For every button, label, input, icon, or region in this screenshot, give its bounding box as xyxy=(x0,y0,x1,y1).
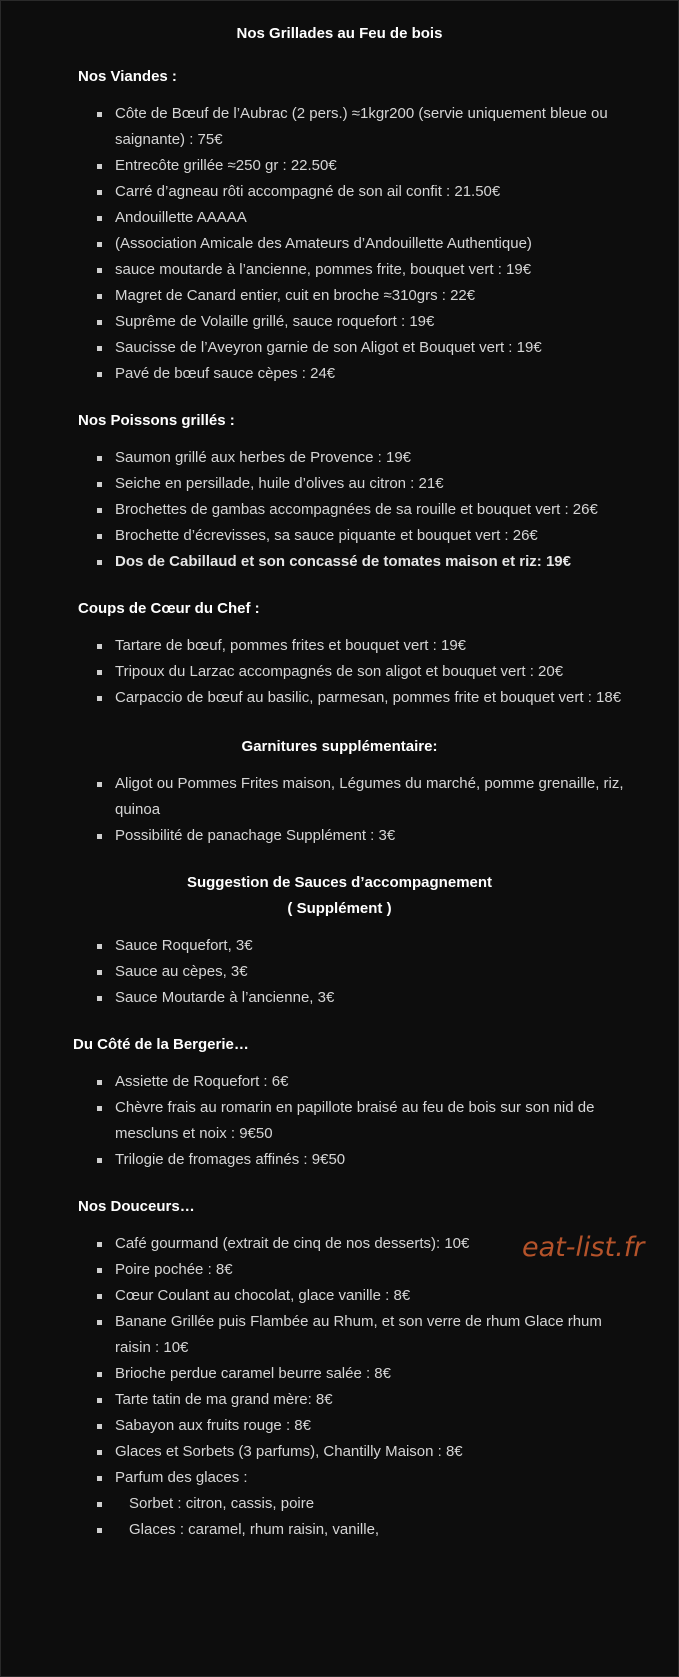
section-heading-bergerie: Du Côté de la Bergerie… xyxy=(73,1036,249,1053)
list-garnitures xyxy=(1,771,678,849)
list-item: Saumon grillé aux herbes de Provence : 19€ xyxy=(115,445,628,471)
list-item: Saucisse de l’Aveyron garnie de son Aligot et Bouquet vert : 19€ xyxy=(115,335,628,361)
list-item: Tripoux du Larzac accompagnés de son aligot et bouquet vert : 20€ xyxy=(115,659,628,685)
list-item: Tarte tatin de ma grand mère: 8€ xyxy=(115,1387,628,1413)
list-bergerie xyxy=(1,1069,678,1173)
list-item: Parfum des glaces : xyxy=(115,1465,628,1491)
section-heading-coups-de-coeur: Coups de Cœur du Chef : xyxy=(78,600,260,617)
list-item: Carpaccio de bœuf au basilic, parmesan, pommes frite et bouquet vert : 18€ xyxy=(115,685,628,711)
section-subheading-sauces: ( Supplément ) xyxy=(287,900,392,917)
list-item: Magret de Canard entier, cuit en broche ≈310grs : 22€ xyxy=(115,283,628,309)
list-douceurs xyxy=(1,1231,678,1543)
list-item: (Association Amicale des Amateurs d’Andouillette Authentique) xyxy=(115,231,628,257)
section-heading-viandes: Nos Viandes : xyxy=(78,68,177,85)
list-viandes xyxy=(1,101,678,387)
list-item: Café gourmand (extrait de cinq de nos desserts): 10€ xyxy=(115,1231,628,1257)
list-item: Trilogie de fromages affinés : 9€50 xyxy=(115,1147,628,1173)
list-item: Tartare de bœuf, pommes frites et bouquet vert : 19€ xyxy=(115,633,628,659)
list-item: sauce moutarde à l’ancienne, pommes frite, bouquet vert : 19€ xyxy=(115,257,628,283)
list-item: Pavé de bœuf sauce cèpes : 24€ xyxy=(115,361,628,387)
list-item: Sabayon aux fruits rouge : 8€ xyxy=(115,1413,628,1439)
list-sauces xyxy=(1,933,678,1011)
list-item: Cœur Coulant au chocolat, glace vanille : 8€ xyxy=(115,1283,628,1309)
section-heading-poissons: Nos Poissons grillés : xyxy=(78,412,235,429)
list-poissons xyxy=(1,445,678,575)
page-title: Nos Grillades au Feu de bois xyxy=(236,25,443,42)
list-item: Andouillette AAAAA xyxy=(115,205,628,231)
list-item: Sauce Roquefort, 3€ xyxy=(115,933,628,959)
list-item: Carré d’agneau rôti accompagné de son ail confit : 21.50€ xyxy=(115,179,628,205)
list-item: Dos de Cabillaud et son concassé de tomates maison et riz: 19€ xyxy=(115,549,628,575)
list-item: Brochettes de gambas accompagnées de sa rouille et bouquet vert : 26€ xyxy=(115,497,628,523)
watermark-logo: eat-list.fr xyxy=(522,1232,645,1263)
section-heading-sauces: Suggestion de Sauces d’accompagnement xyxy=(186,874,493,891)
list-item: Brioche perdue caramel beurre salée : 8€ xyxy=(115,1361,628,1387)
list-item: Sauce Moutarde à l’ancienne, 3€ xyxy=(115,985,628,1011)
list-item: Banane Grillée puis Flambée au Rhum, et son verre de rhum Glace rhum raisin : 10€ xyxy=(115,1309,628,1361)
list-item: Chèvre frais au romarin en papillote braisé au feu de bois sur son nid de mescluns et noix : 9€50 xyxy=(115,1095,628,1147)
list-item: Assiette de Roquefort : 6€ xyxy=(115,1069,628,1095)
list-item: Sauce au cèpes, 3€ xyxy=(115,959,628,985)
list-item: Seiche en persillade, huile d’olives au citron : 21€ xyxy=(115,471,628,497)
list-item: Brochette d’écrevisses, sa sauce piquante et bouquet vert : 26€ xyxy=(115,523,628,549)
list-item: Glaces et Sorbets (3 parfums), Chantilly Maison : 8€ xyxy=(115,1439,628,1465)
list-item: Poire pochée : 8€ xyxy=(115,1257,628,1283)
list-item: Sorbet : citron, cassis, poire xyxy=(115,1491,628,1517)
list-item: Possibilité de panachage Supplément : 3€ xyxy=(115,823,628,849)
list-item: Côte de Bœuf de l’Aubrac (2 pers.) ≈1kgr200 (servie uniquement bleue ou saignante) : 75€ xyxy=(115,101,628,153)
section-heading-douceurs: Nos Douceurs… xyxy=(78,1198,195,1215)
list-item: Entrecôte grillée ≈250 gr : 22.50€ xyxy=(115,153,628,179)
list-item: Suprême de Volaille grillé, sauce roquefort : 19€ xyxy=(115,309,628,335)
section-heading-garnitures: Garnitures supplémentaire: xyxy=(241,738,438,755)
list-item: Glaces : caramel, rhum raisin, vanille, xyxy=(115,1517,628,1543)
list-coups-de-coeur xyxy=(1,633,678,711)
list-item: Aligot ou Pommes Frites maison, Légumes du marché, pomme grenaille, riz, quinoa xyxy=(115,771,628,823)
